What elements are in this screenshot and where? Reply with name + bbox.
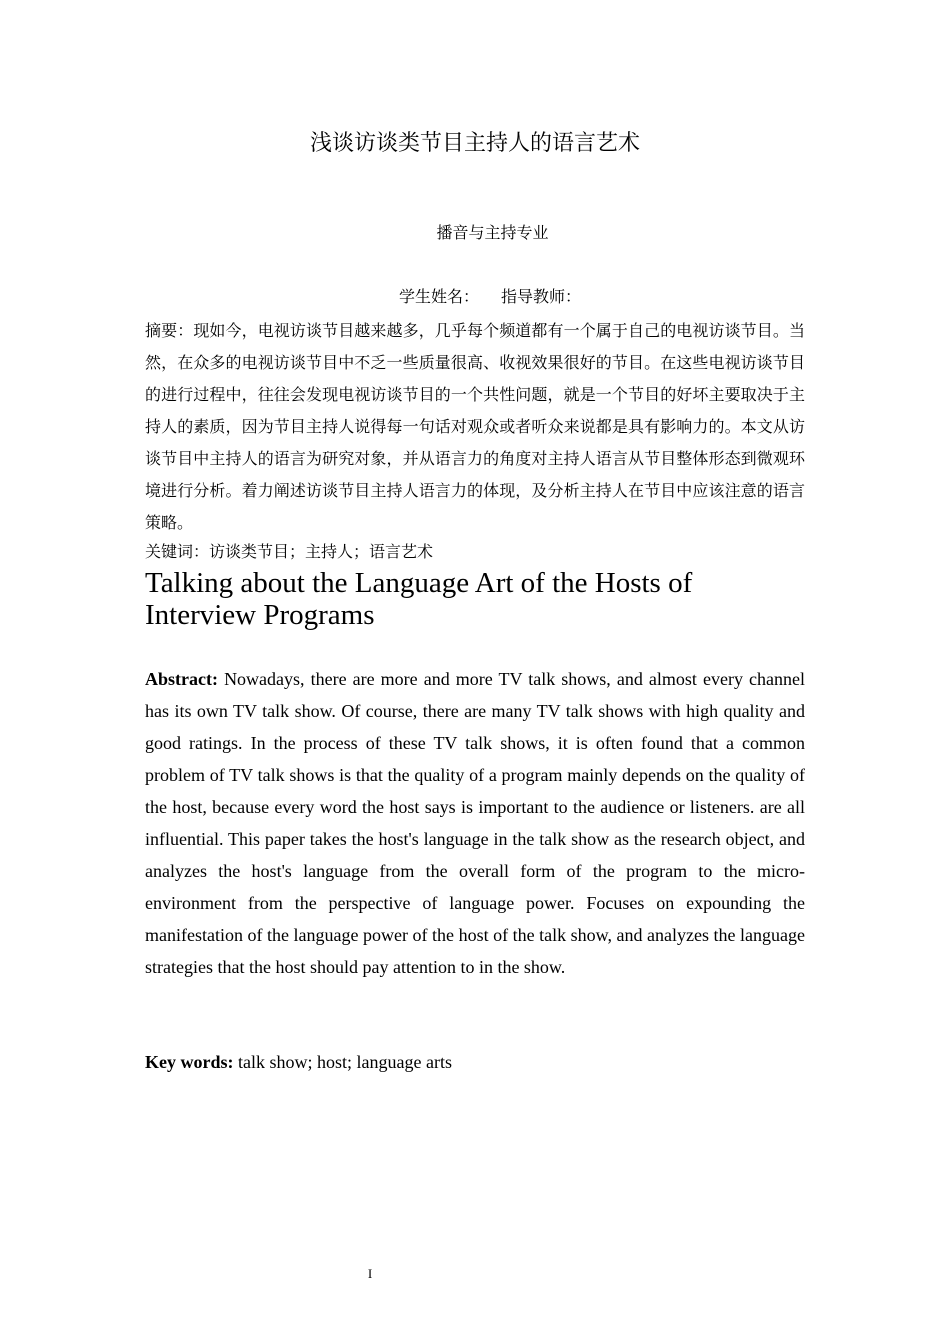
student-name-label: 学生姓名：: [398, 287, 479, 306]
author-line: [0, 284, 950, 310]
chinese-abstract-text: 现如今，电视访谈节目越来越多，几乎每个频道都有一个属于自己的电视访谈节目。当然，在众多的电视访谈节目中不乏一些质量很高、收视效果很好的节目。在这些电视访谈节目的进行过程中，往往会发现电视访谈节目的一个共性问题，就是一个节目的好坏主要取决于主持人的素质，因为节目主持人说得每一句话对观众或者听众来说都是具有影响力的。本文从访谈节目中主持人的语言为研究对象，并从语言力的角度对主持人语言从节目整体形态到微观环境进行分析。着力阐述访谈节目主持人语言力的体现，及分析主持人在节目中应该注意的语言策略。: [145, 321, 805, 532]
advisor-label: 指导教师：: [501, 287, 582, 306]
english-keywords-label: Key words:: [145, 1052, 234, 1072]
chinese-keywords: [145, 537, 805, 567]
chinese-keywords-label: 关键词：: [145, 542, 210, 561]
page-number: I: [367, 1266, 373, 1281]
english-abstract-label: Abstract:: [145, 669, 218, 689]
english-keywords-text: talk show; host; language arts: [238, 1052, 452, 1072]
english-keywords: [145, 1046, 805, 1078]
chinese-abstract: [145, 315, 805, 539]
english-abstract-text: Nowadays, there are more and more TV talk shows, and almost every channel has its own TV talk show. Of course, there are many TV talk shows with high quality and good ratings. In the process of these TV talk shows, it is often found that a common problem of TV talk shows is that the quality of a program mainly depends on the quality of the host, because every word the host says is important to the audience or listeners. are all influential. This paper takes the host's language in the talk show as the research object, and analyzes the host's language from the overall form of the program to the micro-environment from the perspective of language power. Focuses on expounding the manifestation of the language power of the host of the talk show, and analyzes the language strategies that the host should pay attention to in the show.: [145, 669, 805, 977]
english-abstract: [145, 663, 805, 983]
major-line: 播音与主持专业: [436, 223, 549, 242]
chinese-abstract-label: 摘要：: [145, 321, 194, 340]
english-title: Talking about the Language Art of the Hosts of Interview Programs: [145, 567, 693, 631]
chinese-keywords-text: 访谈类节目；主持人；语言艺术: [209, 542, 434, 561]
chinese-title: 浅谈访谈类节目主持人的语言艺术: [309, 131, 640, 156]
